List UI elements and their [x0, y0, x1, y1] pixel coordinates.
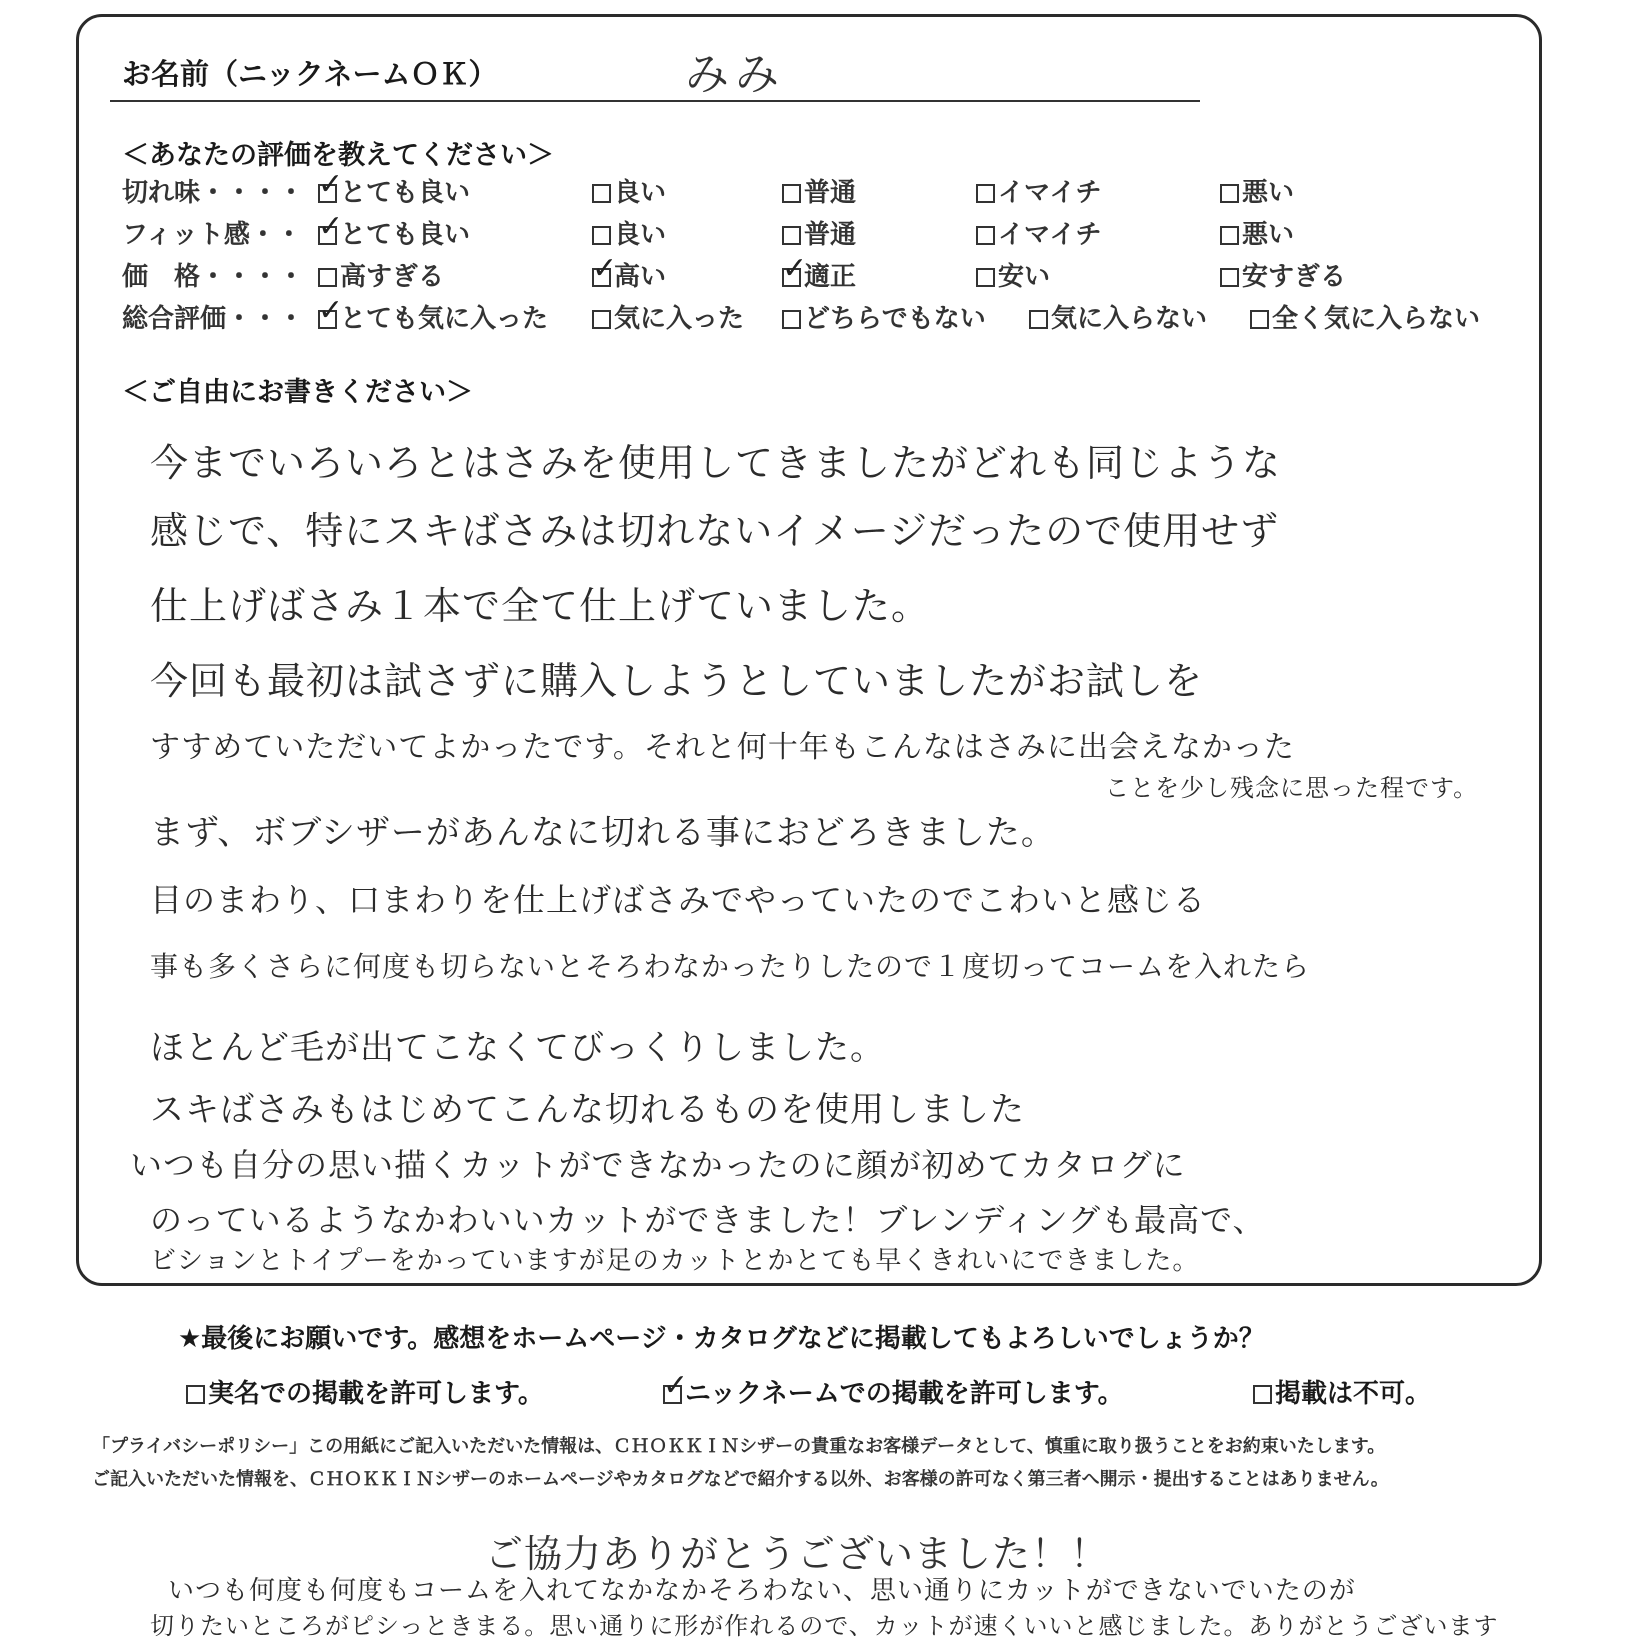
rating-option [318, 209, 471, 251]
rating-option [1250, 298, 1480, 335]
bottom-comment-line-1: いつも何度も何度もコームを入れてなかなかそろわない、思い通りにカットができないでいたのが [168, 1576, 1356, 1606]
free-comment-line: 感じで、特にスキばさみは切れないイメージだったので使用せず [150, 509, 1280, 553]
rating-row-label: 総合評価・・・ [122, 304, 305, 334]
rating-option-label: 高い [614, 262, 667, 292]
checkbox[interactable] [1220, 268, 1239, 287]
name-label: お名前（ニックネームＯＫ） [122, 57, 498, 91]
free-comment-line: のっているようなかわいいカットができました！ブレンディングも最高で、 [150, 1201, 1266, 1239]
privacy-policy-line-1: 「プライバシーポリシー」この用紙にご記入いただいた情報は、ＣＨＯＫＫＩＮシザーの貴重なお客様データとして、慎重に取り扱うことをお約束いたします。 [92, 1436, 1386, 1457]
checkbox[interactable] [186, 1385, 205, 1404]
name-value: みみ [685, 49, 785, 100]
rating-row-label: 切れ味・・・・ [122, 178, 305, 208]
rating-option [318, 167, 471, 209]
free-comment-line: ことを少し残念に思った程です。 [1105, 774, 1479, 802]
checkbox[interactable] [592, 184, 611, 203]
rating-option-label: 普通 [804, 178, 857, 208]
checkbox-checked[interactable] [782, 251, 808, 287]
rating-option [592, 214, 666, 251]
rating-option [592, 251, 667, 293]
checkbox[interactable] [1029, 310, 1048, 329]
free-comment-line: すすめていただいてよかったです。それと何十年もこんなはさみに出会えなかった [150, 730, 1295, 765]
rating-option-label: 適正 [804, 262, 857, 292]
rating-section-title: ＜あなたの評価を教えてください＞ [122, 140, 554, 171]
rating-option-label: 安すぎる [1242, 262, 1347, 292]
rating-option-label: 良い [614, 220, 667, 250]
free-comment-line: まず、ボブシザーがあんなに切れる事におどろきました。 [150, 813, 1056, 853]
rating-option [318, 293, 549, 335]
rating-option [592, 298, 744, 335]
checkbox[interactable] [976, 226, 995, 245]
rating-option [592, 172, 666, 209]
checkbox[interactable] [782, 184, 801, 203]
rating-option [976, 256, 1050, 293]
rating-option [1220, 256, 1346, 293]
checkbox[interactable] [1220, 184, 1239, 203]
checkbox[interactable] [782, 226, 801, 245]
rating-option [782, 251, 857, 293]
rating-option-label: 悪い [1242, 178, 1295, 208]
check-mark-icon: ✓ [318, 167, 344, 202]
rating-option [782, 298, 986, 335]
free-comment-line: ほとんど毛が出てこなくてびっくりしました。 [150, 1028, 885, 1068]
name-underline [110, 100, 1200, 102]
rating-option-label: 全く気に入らない [1272, 304, 1481, 334]
rating-option [1029, 298, 1207, 335]
checkbox[interactable] [976, 268, 995, 287]
rating-option [1220, 214, 1294, 251]
free-comment-line: スキばさみもはじめてこんな切れるものを使用しました [150, 1090, 1025, 1130]
checkbox[interactable] [976, 184, 995, 203]
rating-option [1220, 172, 1294, 209]
permission-option-label: 実名での掲載を許可します。 [208, 1379, 544, 1409]
rating-row-label: フィット感・・ [122, 220, 302, 250]
permission-option-label: ニックネームでの掲載を許可します。 [685, 1379, 1124, 1409]
rating-option-label: 気に入った [614, 304, 745, 334]
check-mark-icon: ✓ [592, 251, 618, 286]
checkbox[interactable] [1220, 226, 1239, 245]
rating-option [976, 172, 1101, 209]
rating-option [782, 214, 856, 251]
permission-option-label: 掲載は不可。 [1275, 1379, 1432, 1409]
rating-option-label: とても気に入った [340, 304, 549, 334]
free-comment-line: ビションとトイプーをかっていますが足のカットとかとても早くきれいにできました。 [150, 1246, 1200, 1276]
check-mark-icon: ✓ [318, 293, 344, 328]
rating-option-label: 普通 [804, 220, 857, 250]
free-comment-line: 今までいろいろとはさみを使用してきましたがどれも同じような [150, 441, 1282, 485]
rating-row-label: 価 格・・・・ [122, 262, 305, 292]
checkbox-checked[interactable] [663, 1368, 689, 1404]
rating-option [976, 214, 1101, 251]
checkbox-checked[interactable] [318, 167, 344, 203]
free-comment-line: いつも自分の思い描くカットができなかったのに顔が初めてカタログに [130, 1146, 1186, 1184]
free-comment-line: 今回も最初は試さずに購入しようとしていましたがお試しを [150, 659, 1204, 703]
checkbox-checked[interactable] [592, 251, 618, 287]
rating-option-label: とても良い [340, 178, 471, 208]
rating-option-label: どちらでもない [804, 304, 986, 334]
rating-option-label: 高すぎる [340, 262, 445, 292]
permission-question: ★最後にお願いです。感想をホームページ・カタログなどに掲載してもよろしいでしょうか？ [178, 1324, 1265, 1354]
rating-option [782, 172, 856, 209]
free-comment-line: 目のまわり、口まわりを仕上げばさみでやっていたのでこわいと感じる [150, 881, 1207, 919]
permission-option [1253, 1373, 1431, 1410]
rating-option-label: 安い [998, 262, 1051, 292]
rating-option-label: イマイチ [998, 178, 1102, 208]
free-comment-line: 事も多くさらに何度も切らないとそろわなかったりしたので１度切ってコームを入れたら [150, 950, 1311, 983]
check-mark-icon: ✓ [318, 209, 344, 244]
check-mark-icon: ✓ [663, 1368, 689, 1403]
rating-option-label: 良い [614, 178, 667, 208]
checkbox-checked[interactable] [318, 293, 344, 329]
checkbox[interactable] [782, 310, 801, 329]
checkbox[interactable] [592, 310, 611, 329]
checkbox[interactable] [1250, 310, 1269, 329]
permission-option [663, 1368, 1124, 1410]
bottom-comment-line-2: 切りたいところがピシっときまる。思い通りに形が作れるので、カットが速くいいと感じました。ありがとうございます [150, 1612, 1499, 1640]
checkbox[interactable] [592, 226, 611, 245]
rating-option-label: 気に入らない [1051, 304, 1208, 334]
checkbox-checked[interactable] [318, 209, 344, 245]
checkbox[interactable] [1253, 1385, 1272, 1404]
rating-option-label: 悪い [1242, 220, 1295, 250]
check-mark-icon: ✓ [782, 251, 808, 286]
checkbox[interactable] [318, 268, 337, 287]
rating-option-label: とても良い [340, 220, 471, 250]
thanks-message: ご協力ありがとうございました！！ [485, 1532, 1110, 1576]
privacy-policy-line-2: ご記入いただいた情報を、ＣＨＯＫＫＩＮシザーのホームページやカタログなどで紹介する以外、お客様の許可なく第三者へ開示・提出することはありません。 [92, 1469, 1389, 1490]
free-comment-line: 仕上げばさみ１本で全て仕上げていました。 [150, 584, 931, 628]
rating-option [318, 256, 444, 293]
rating-option-label: イマイチ [998, 220, 1102, 250]
permission-option [186, 1373, 544, 1410]
free-comment-title: ＜ご自由にお書きください＞ [122, 377, 473, 408]
